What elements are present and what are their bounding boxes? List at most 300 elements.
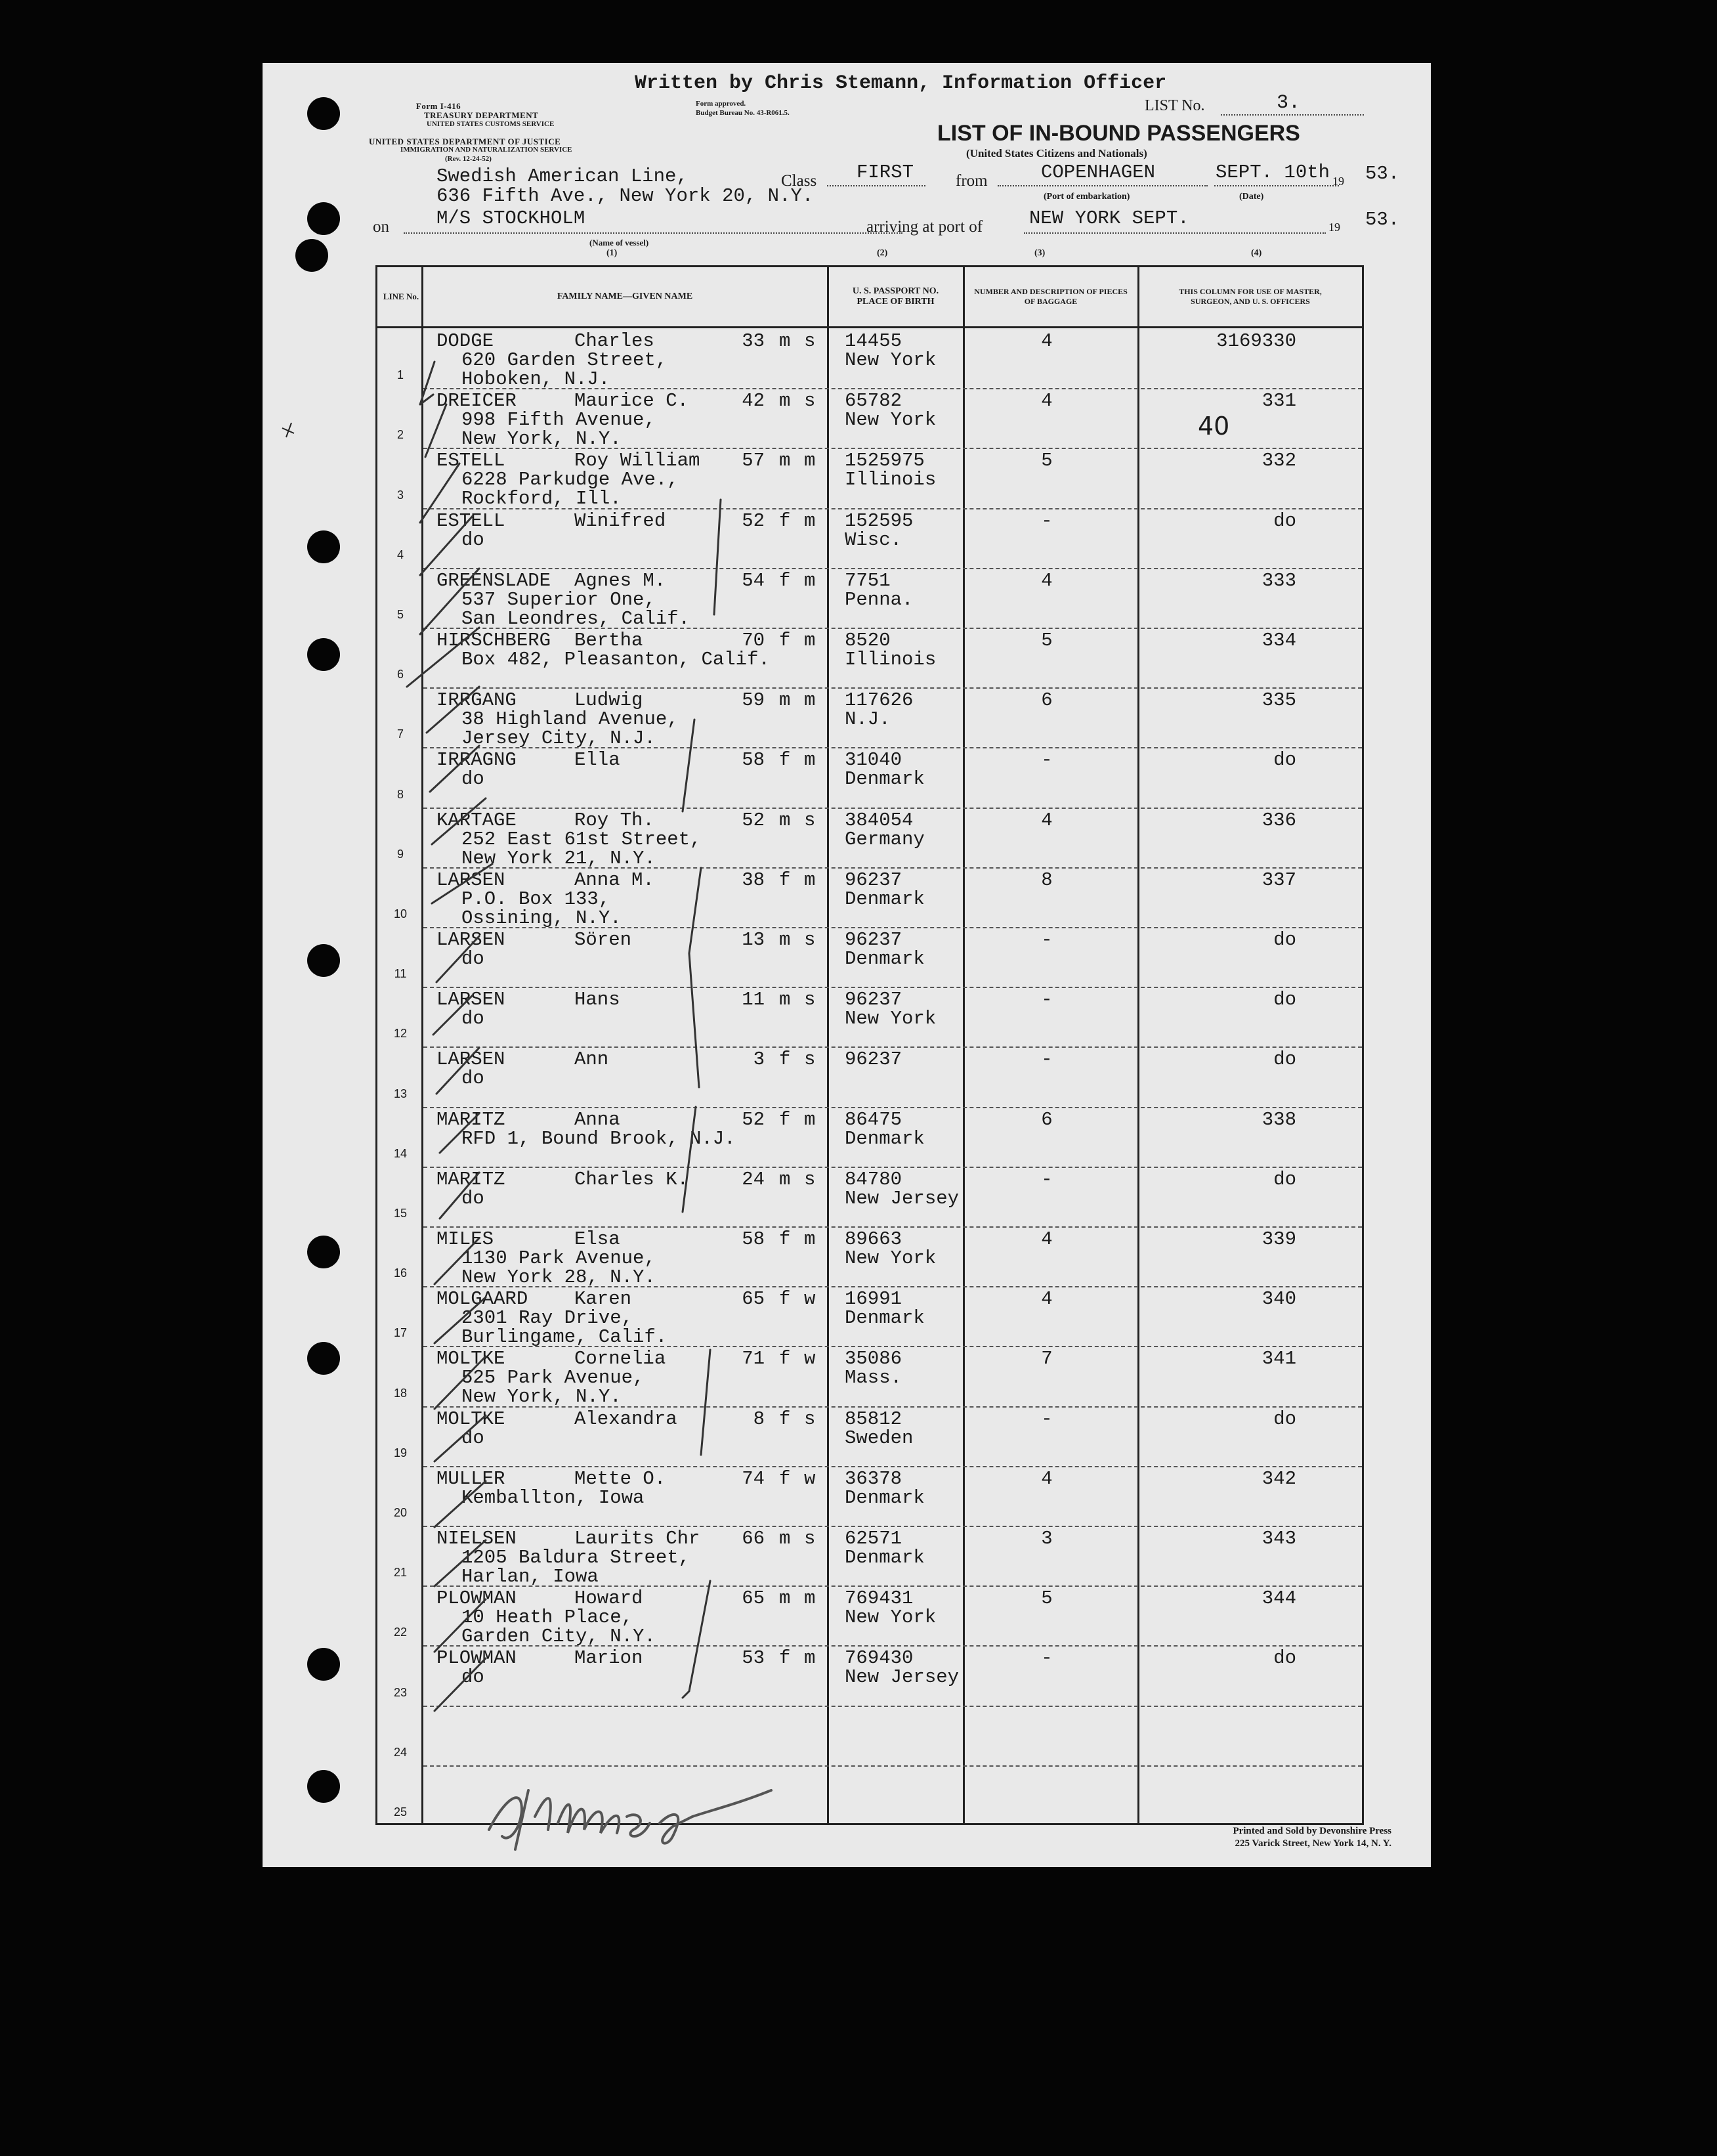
line-number: 16 — [393, 1266, 408, 1280]
form-approved: Form approved. — [696, 100, 746, 108]
row-divider — [423, 1226, 1362, 1228]
column-number: (2) — [877, 248, 888, 258]
place-of-birth: Wisc. — [845, 528, 902, 551]
punch-hole — [307, 530, 340, 563]
form-number-line: Form I-416 — [415, 101, 461, 111]
age: 54 — [742, 569, 765, 592]
marital-status: m — [804, 569, 816, 592]
family-name: MILES — [436, 1228, 494, 1250]
passport-number: 769431 — [845, 1587, 914, 1610]
line-number: 5 — [396, 608, 404, 621]
officer-number: 336 — [1261, 809, 1296, 831]
passport-number: 35086 — [845, 1348, 902, 1370]
vessel-caption: (Name of vessel) — [589, 238, 649, 248]
row-divider — [423, 1526, 1362, 1527]
marital-status: w — [804, 1467, 816, 1490]
page-title: LIST OF IN-BOUND PASSENGERS — [937, 121, 1300, 146]
address-line: Garden City, N.Y. — [461, 1626, 656, 1648]
address-line: P.O. Box 133, — [461, 888, 610, 910]
family-name: GREENSLADE — [436, 569, 551, 592]
address-line: 620 Garden Street, — [461, 349, 668, 371]
baggage-count: - — [1041, 1168, 1053, 1190]
line-number: 11 — [394, 967, 407, 981]
line-number: 13 — [393, 1087, 408, 1100]
address-line: New York 28, N.Y. — [461, 1266, 656, 1288]
passport-number: 84780 — [845, 1168, 902, 1190]
address-line: 998 Fifth Avenue, — [461, 409, 656, 431]
shipping-line-name: Swedish American Line, — [436, 165, 688, 187]
given-name: Karen — [574, 1288, 632, 1310]
place-of-birth: New York — [845, 349, 937, 371]
officer-number: 340 — [1261, 1288, 1296, 1310]
officer-number: 335 — [1261, 689, 1296, 712]
column-divider — [1137, 267, 1139, 1823]
date-value: SEPT. 10th — [1216, 162, 1330, 183]
address-line: Box 482, Pleasanton, Calif. — [461, 649, 770, 670]
port-embark-caption: (Port of embarkation) — [1044, 192, 1130, 202]
given-name: Alexandra — [574, 1408, 677, 1430]
line-number: 4 — [396, 548, 404, 561]
from-value: COPENHAGEN — [1041, 162, 1156, 183]
given-name: Hans — [574, 989, 620, 1011]
line-number: 8 — [396, 787, 404, 801]
marital-status: m — [804, 450, 816, 472]
given-name: Ludwig — [574, 689, 643, 712]
place-of-birth: Sweden — [845, 1427, 914, 1449]
line-number: 14 — [393, 1146, 408, 1160]
marital-status: s — [804, 1408, 816, 1430]
age: 65 — [742, 1288, 765, 1310]
family-name: ESTELL — [436, 509, 505, 532]
sex: m — [779, 1587, 791, 1610]
passport-number: 96237 — [845, 929, 902, 951]
family-name: MOLTKE — [436, 1408, 505, 1430]
given-name: Sören — [574, 929, 632, 951]
place-of-birth: Germany — [845, 828, 925, 850]
punch-hole — [307, 202, 340, 235]
manifest-page — [263, 63, 1431, 1867]
from-label: from — [956, 172, 988, 190]
line-number: 1 — [396, 368, 404, 382]
place-of-birth: New Jersey — [845, 1187, 960, 1209]
header-officers: THIS COLUMN FOR USE OF MASTER, SURGEON, AND U. S. OFFICERS — [1179, 287, 1322, 306]
age: 38 — [742, 869, 765, 891]
sex: f — [779, 630, 791, 651]
address-line: Kemballton, Iowa — [461, 1486, 645, 1509]
sex: f — [779, 749, 791, 771]
given-name: Howard — [574, 1587, 643, 1610]
row-divider — [423, 1167, 1362, 1168]
given-name: Marion — [574, 1647, 643, 1670]
officer-number: 333 — [1261, 569, 1296, 592]
on-label: on — [373, 218, 389, 236]
age: 52 — [742, 809, 765, 831]
place-of-birth: New York — [845, 1247, 937, 1269]
list-no-label: LIST No. — [1145, 97, 1205, 114]
address-line: do — [461, 528, 484, 551]
family-name: IRRGANG — [436, 689, 517, 712]
address-line: 6228 Parkudge Ave., — [461, 469, 679, 491]
place-of-birth: New York — [845, 1008, 937, 1030]
address-line: 252 East 61st Street, — [461, 828, 702, 850]
arrival-year-prefix: 19 — [1328, 221, 1340, 234]
line-number: 7 — [396, 727, 404, 741]
sex: f — [779, 1467, 791, 1490]
officer-number: 341 — [1261, 1348, 1296, 1370]
line-number: 21 — [393, 1566, 408, 1580]
officer-number: 344 — [1261, 1587, 1296, 1610]
header-baggage: NUMBER AND DESCRIPTION OF PIECES OF BAGGAGE — [974, 287, 1128, 306]
address-line: Burlingame, Calif. — [461, 1326, 668, 1348]
place-of-birth: New York — [845, 1606, 937, 1629]
row-divider — [423, 687, 1362, 689]
sex: m — [779, 689, 791, 712]
given-name: Cornelia — [574, 1348, 666, 1370]
baggage-count: 4 — [1041, 1467, 1053, 1490]
baggage-count: 5 — [1041, 1587, 1053, 1610]
department-line: (Rev. 12-24-52) — [445, 155, 492, 163]
place-of-birth: New York — [845, 409, 937, 431]
baggage-count: 7 — [1041, 1348, 1053, 1370]
address-line: New York, N.Y. — [461, 1386, 622, 1408]
age: 33 — [742, 330, 765, 352]
family-name: MULLER — [436, 1467, 505, 1490]
officer-number: do — [1273, 509, 1296, 532]
header-passport: U. S. PASSPORT NO. PLACE OF BIRTH — [852, 286, 939, 307]
passport-number: 85812 — [845, 1408, 902, 1430]
passport-number: 7751 — [845, 569, 891, 592]
vessel-line — [404, 232, 902, 234]
marital-status: s — [804, 330, 816, 352]
officer-number: 332 — [1261, 450, 1296, 472]
marital-status: m — [804, 1647, 816, 1670]
punch-hole — [307, 1342, 340, 1375]
passport-number: 86475 — [845, 1108, 902, 1131]
family-name: LARSEN — [436, 989, 505, 1011]
place-of-birth: N.J. — [845, 708, 891, 731]
given-name: Charles K. — [574, 1168, 689, 1190]
marital-status: s — [804, 1048, 816, 1071]
given-name: Anna — [574, 1108, 620, 1131]
age: 59 — [742, 689, 765, 712]
baggage-count: 4 — [1041, 390, 1053, 412]
sex: f — [779, 1108, 791, 1131]
given-name: Ann — [574, 1048, 609, 1071]
address-line: 537 Superior One, — [461, 588, 656, 611]
year-prefix: 19 — [1332, 175, 1344, 188]
column-divider — [963, 267, 965, 1823]
family-name: LARSEN — [436, 1048, 505, 1071]
given-name: Anna M. — [574, 869, 654, 891]
address-line: Jersey City, N.J. — [461, 727, 656, 750]
row-divider — [423, 1706, 1362, 1707]
column-number: (4) — [1251, 248, 1262, 258]
marital-status: m — [804, 1228, 816, 1250]
age: 71 — [742, 1348, 765, 1370]
address-line: New York 21, N.Y. — [461, 847, 656, 869]
line-number: 3 — [396, 488, 404, 502]
written-by-note: Written by Chris Stemann, Information Officer — [635, 72, 1167, 95]
sex: f — [779, 509, 791, 532]
printer-line: Printed and Sold by Devonshire Press — [1233, 1826, 1391, 1836]
baggage-count: 4 — [1041, 569, 1053, 592]
officer-number: 3169330 — [1216, 330, 1296, 352]
age: 58 — [742, 1228, 765, 1250]
baggage-count: 8 — [1041, 869, 1053, 891]
baggage-count: - — [1041, 749, 1053, 771]
passport-number: 16991 — [845, 1288, 902, 1310]
address-line: do — [461, 948, 484, 970]
header-line-no: LINE No. — [383, 291, 419, 301]
line-number: 24 — [393, 1745, 408, 1759]
sex: f — [779, 1228, 791, 1250]
marital-status: m — [804, 509, 816, 532]
given-name: Agnes M. — [574, 569, 666, 592]
baggage-count: 6 — [1041, 1108, 1053, 1131]
handwritten-signature — [476, 1751, 791, 1863]
family-name: KARTAGE — [436, 809, 517, 831]
punch-hole — [307, 638, 340, 671]
passport-number: 769430 — [845, 1647, 914, 1670]
sex: m — [779, 450, 791, 472]
baggage-count: 3 — [1041, 1528, 1053, 1549]
officer-number: do — [1273, 1408, 1296, 1430]
officer-number: 338 — [1261, 1108, 1296, 1131]
row-divider — [423, 1466, 1362, 1467]
family-name: LARSEN — [436, 929, 505, 951]
passport-number: 89663 — [845, 1228, 902, 1250]
officer-number: 334 — [1261, 630, 1296, 651]
marital-status: s — [804, 1168, 816, 1190]
family-name: HIRSCHBERG — [436, 630, 551, 651]
passport-number: 36378 — [845, 1467, 902, 1490]
row-divider — [423, 1107, 1362, 1108]
baggage-count: 5 — [1041, 630, 1053, 651]
place-of-birth: Denmark — [845, 1127, 925, 1150]
family-name: IRRAGNG — [436, 749, 517, 771]
address-line: do — [461, 1008, 484, 1030]
officer-number: 342 — [1261, 1467, 1296, 1490]
line-number: 20 — [393, 1506, 408, 1519]
passport-number: 384054 — [845, 809, 914, 831]
marital-status: s — [804, 929, 816, 951]
given-name: Mette O. — [574, 1467, 666, 1490]
family-name: DODGE — [436, 330, 494, 352]
address-line: do — [461, 1427, 484, 1449]
age: 57 — [742, 450, 765, 472]
age: 70 — [742, 630, 765, 651]
place-of-birth: Illinois — [845, 649, 937, 670]
family-name: LARSEN — [436, 869, 505, 891]
age: 24 — [742, 1168, 765, 1190]
family-name: MOLGAARD — [436, 1288, 528, 1310]
form-approved: Budget Bureau No. 43-R061.5. — [696, 109, 790, 117]
arrival-year: 53. — [1365, 209, 1400, 230]
age: 3 — [753, 1048, 765, 1071]
form-number-line: UNITED STATES CUSTOMS SERVICE — [427, 120, 555, 128]
place-of-birth: Denmark — [845, 768, 925, 790]
passport-number: 8520 — [845, 630, 891, 651]
line-number: 25 — [393, 1805, 408, 1819]
address-line: 1130 Park Avenue, — [461, 1247, 656, 1269]
punch-hole — [307, 1770, 340, 1803]
age: 8 — [753, 1408, 765, 1430]
address-line: Rockford, Ill. — [461, 488, 622, 510]
baggage-count: 4 — [1041, 330, 1053, 352]
marital-status: m — [804, 869, 816, 891]
class-label: Class — [781, 172, 817, 190]
sex: f — [779, 1647, 791, 1670]
passenger-table — [375, 265, 1364, 1825]
passport-number: 152595 — [845, 509, 914, 532]
given-name: Bertha — [574, 630, 643, 651]
place-of-birth: Denmark — [845, 948, 925, 970]
given-name: Roy Th. — [574, 809, 654, 831]
officer-number: do — [1273, 989, 1296, 1011]
address-line: 525 Park Avenue, — [461, 1367, 645, 1389]
given-name: Maurice C. — [574, 390, 689, 412]
address-line: San Leondres, Calif. — [461, 607, 690, 630]
sex: m — [779, 390, 791, 412]
given-name: Laurits Chr — [574, 1528, 700, 1549]
column-number: (1) — [606, 248, 618, 258]
passport-number: 62571 — [845, 1528, 902, 1549]
address-line: 1205 Baldura Street, — [461, 1547, 690, 1568]
marital-status: s — [804, 809, 816, 831]
marital-status: w — [804, 1288, 816, 1310]
address-line: 10 Heath Place, — [461, 1606, 633, 1629]
sex: m — [779, 1168, 791, 1190]
address-line: 2301 Ray Drive, — [461, 1307, 633, 1329]
officer-number: do — [1273, 1647, 1296, 1670]
family-name: MARITZ — [436, 1168, 505, 1190]
place-of-birth: Denmark — [845, 1547, 925, 1568]
department-line: IMMIGRATION AND NATURALIZATION SERVICE — [400, 146, 572, 154]
arrival-port: NEW YORK SEPT. — [1029, 207, 1189, 229]
header-family-name: FAMILY NAME—GIVEN NAME — [557, 291, 693, 301]
marital-status: w — [804, 1348, 816, 1370]
punch-hole — [307, 944, 340, 977]
given-name: Ella — [574, 749, 620, 771]
line-number: 19 — [393, 1446, 408, 1459]
sex: f — [779, 869, 791, 891]
column-divider — [827, 267, 829, 1823]
passport-number: 96237 — [845, 989, 902, 1011]
row-divider — [423, 808, 1362, 809]
marital-status: m — [804, 1587, 816, 1610]
sex: f — [779, 1048, 791, 1071]
marital-status: m — [804, 689, 816, 712]
baggage-count: - — [1041, 509, 1053, 532]
line-number: 17 — [393, 1326, 408, 1340]
place-of-birth: Mass. — [845, 1367, 902, 1389]
family-name: PLOWMAN — [436, 1647, 517, 1670]
place-of-birth: Denmark — [845, 888, 925, 910]
address-line: do — [461, 1666, 484, 1689]
address-line: 38 Highland Avenue, — [461, 708, 679, 731]
punch-hole — [307, 97, 340, 130]
family-name: DREICER — [436, 390, 517, 412]
form-number-line: TREASURY DEPARTMENT — [424, 110, 539, 120]
address-line: RFD 1, Bound Brook, N.J. — [461, 1127, 736, 1150]
printer-credit — [1233, 1825, 1391, 1850]
officer-number: 331 — [1261, 390, 1296, 412]
marital-status: s — [804, 1528, 816, 1549]
sex: m — [779, 1528, 791, 1549]
officer-number: do — [1273, 749, 1296, 771]
line-number: 12 — [393, 1027, 408, 1041]
row-divider — [423, 987, 1362, 988]
age: 66 — [742, 1528, 765, 1549]
line-number: 9 — [396, 847, 404, 861]
class-value: FIRST — [857, 162, 914, 183]
sex: m — [779, 809, 791, 831]
annotation-40: 40 — [1198, 412, 1230, 441]
row-divider — [423, 568, 1362, 569]
line-number: 23 — [393, 1685, 408, 1699]
passport-number: 31040 — [845, 749, 902, 771]
date-caption: (Date) — [1239, 192, 1264, 202]
address-line: New York, N.Y. — [461, 428, 622, 450]
list-no-value: 3. — [1277, 92, 1301, 114]
officer-number: do — [1273, 929, 1296, 951]
punch-hole — [307, 1648, 340, 1681]
baggage-count: - — [1041, 1647, 1053, 1670]
date-line — [1214, 185, 1339, 186]
age: 74 — [742, 1467, 765, 1490]
officer-number: do — [1273, 1168, 1296, 1190]
class-line — [827, 185, 925, 186]
sex: f — [779, 569, 791, 592]
officer-number: do — [1273, 1048, 1296, 1071]
baggage-count: 4 — [1041, 809, 1053, 831]
age: 42 — [742, 390, 765, 412]
arriving-label: arriving at port of — [866, 218, 983, 236]
baggage-count: - — [1041, 929, 1053, 951]
line-number: 10 — [393, 907, 408, 920]
officer-number: 337 — [1261, 869, 1296, 891]
marital-status: m — [804, 749, 816, 771]
address-line: do — [461, 1187, 484, 1209]
address-line: do — [461, 1067, 484, 1090]
marital-status: s — [804, 390, 816, 412]
family-name: PLOWMAN — [436, 1587, 517, 1610]
age: 53 — [742, 1647, 765, 1670]
line-number: 15 — [393, 1207, 408, 1220]
sex: m — [779, 929, 791, 951]
sex: m — [779, 989, 791, 1011]
given-name: Roy William — [574, 450, 700, 472]
place-of-birth: Illinois — [845, 469, 937, 491]
department-line: UNITED STATES DEPARTMENT OF JUSTICE — [369, 137, 561, 146]
column-number: (3) — [1034, 248, 1046, 258]
baggage-count: 6 — [1041, 689, 1053, 712]
sex: f — [779, 1288, 791, 1310]
line-number: 6 — [396, 668, 404, 681]
age: 65 — [742, 1587, 765, 1610]
age: 52 — [742, 509, 765, 532]
line-number: 22 — [393, 1626, 408, 1639]
address-line: Harlan, Iowa — [461, 1566, 599, 1587]
arrival-line — [1024, 232, 1326, 234]
baggage-count: 5 — [1041, 450, 1053, 472]
marital-status: s — [804, 989, 816, 1011]
age: 52 — [742, 1108, 765, 1131]
passport-number: 14455 — [845, 330, 902, 352]
sex: f — [779, 1408, 791, 1430]
baggage-count: - — [1041, 1408, 1053, 1430]
place-of-birth: Penna. — [845, 588, 914, 611]
